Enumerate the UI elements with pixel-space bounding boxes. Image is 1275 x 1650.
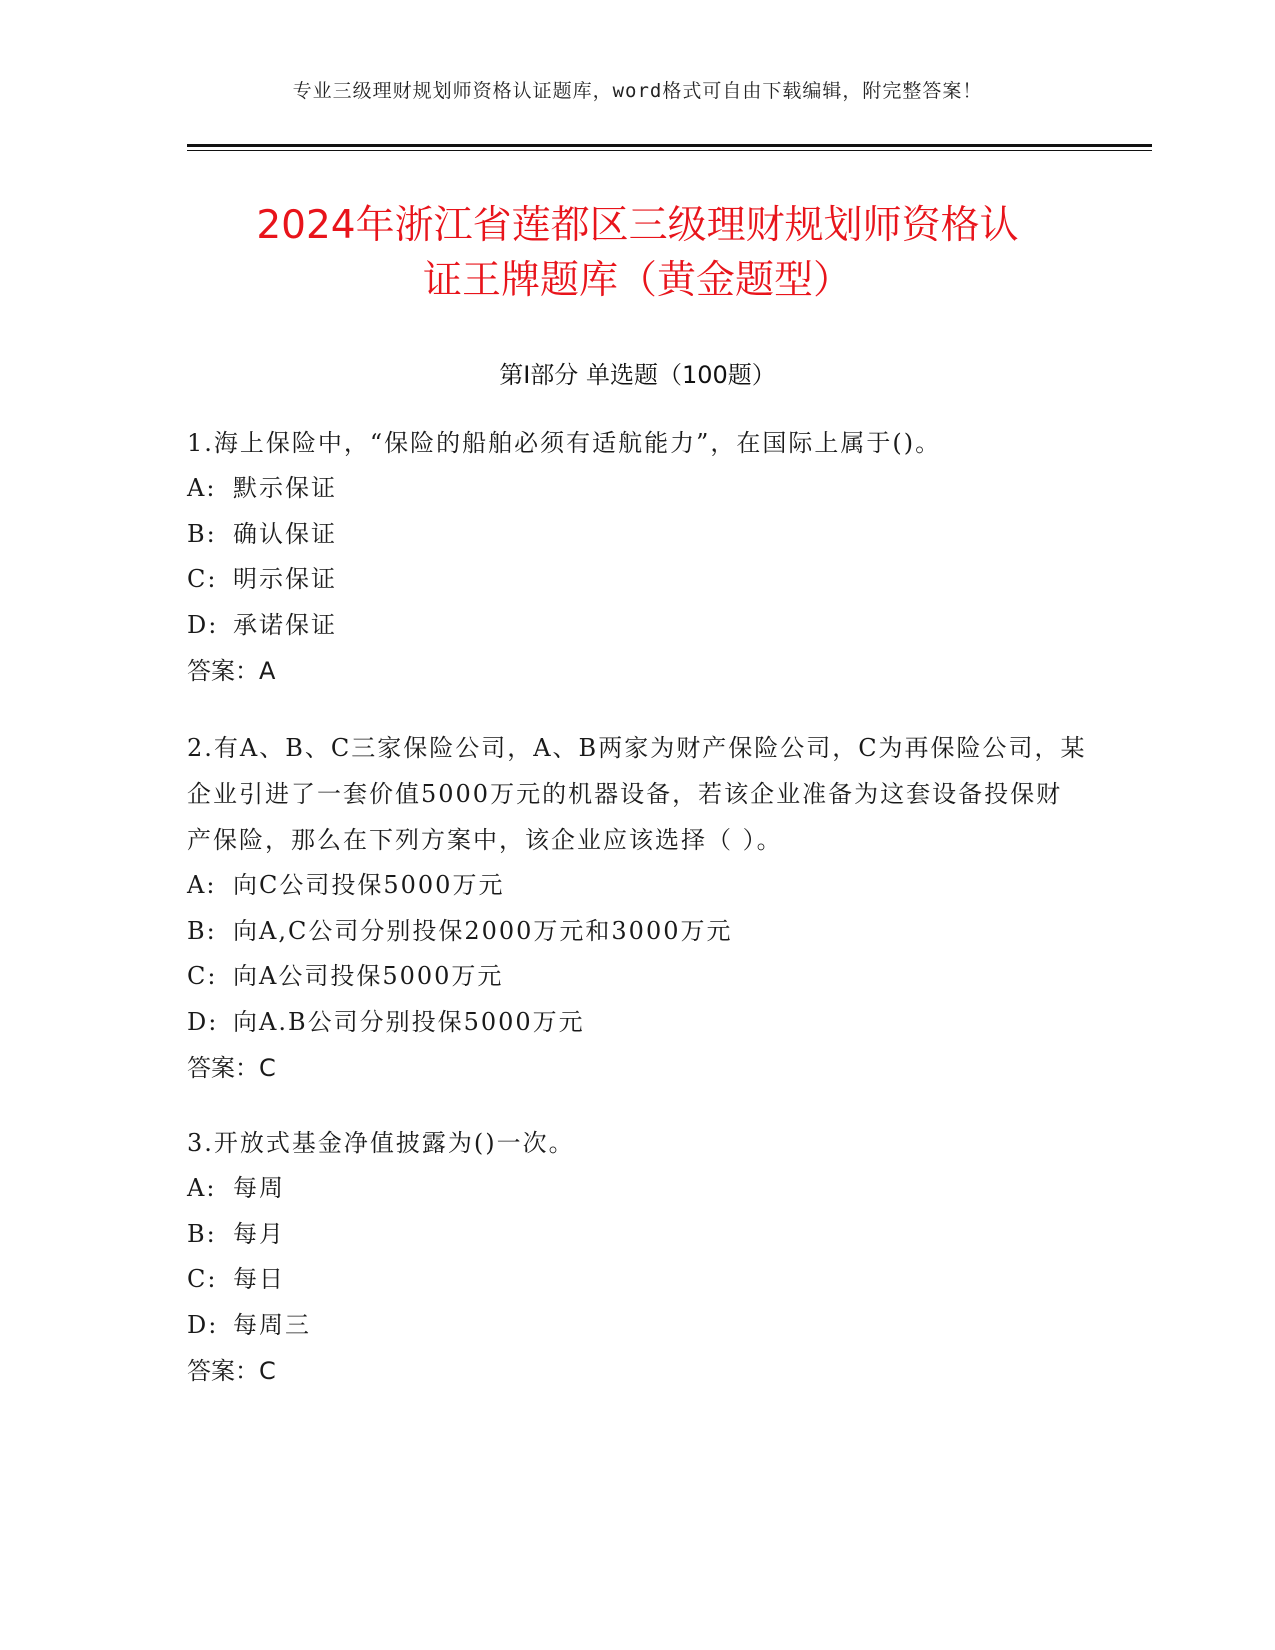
option-text: 向C公司投保5000万元 [233,871,505,899]
option-letter: B: [187,916,217,945]
option-letter: A: [187,871,217,899]
option-letter: D: [187,1310,219,1339]
option-letter: D: [187,610,219,639]
option-text: 承诺保证 [233,610,337,639]
option-c [187,1257,1087,1303]
option-c [187,557,1087,603]
option-letter: B: [187,1219,217,1248]
answer: 答案：C [187,1357,276,1385]
option-text: 明示保证 [233,565,337,593]
title-line-2: 证王牌题库（黄金题型） [422,258,852,303]
option-b [187,1212,1087,1258]
option-letter: A: [187,1174,217,1202]
option-text: 每周 [233,1174,285,1202]
option-text: 向A.B公司分别投保5000万元 [233,1007,585,1036]
option-a [187,466,1087,512]
header-rule-thick [187,144,1152,147]
option-b [187,512,1087,558]
option-a [187,1166,1087,1212]
option-letter: D: [187,1007,219,1036]
option-letter: B: [187,519,217,548]
answer: 答案：A [187,657,276,685]
question-3 [187,1120,1087,1394]
document-title [140,198,1135,308]
option-d [187,603,1087,649]
answer: 答案：C [187,1054,276,1082]
header-note: 专业三级理财规划师资格认证题库，word格式可自由下载编辑，附完整答案！ [292,80,983,102]
option-a [187,863,1087,909]
option-d [187,1303,1087,1349]
title-line-1: 2024年浙江省莲都区三级理财规划师资格认 [256,203,1019,248]
question-stem: 2.有A、B、C三家保险公司，A、B两家为财产保险公司，C为再保险公司，某企业引进了一套价值5000万元的机器设备，若该企业准备为这套设备投保财产保险，那么在下列方案中，该企业应该选择（ ）。 [187,734,1087,854]
option-text: 每月 [233,1219,285,1248]
option-letter: C: [187,1265,218,1293]
option-letter: C: [187,962,218,990]
question-2 [187,725,1087,1091]
header-rule-thin [187,150,1152,151]
question-stem: 1.海上保险中，“保险的船舶必须有适航能力”，在国际上属于()。 [187,429,942,457]
option-text: 每周三 [233,1310,311,1339]
option-c [187,954,1087,1000]
option-letter: C: [187,565,218,593]
option-d [187,1000,1087,1046]
question-1 [187,420,1087,694]
option-text: 默示保证 [233,474,337,502]
option-text: 确认保证 [233,519,337,548]
option-b [187,909,1087,955]
question-stem: 3.开放式基金净值披露为()一次。 [187,1129,575,1157]
section-title: 第Ⅰ部分 单选题（100题） [499,361,776,389]
option-letter: A: [187,474,217,502]
option-text: 向A,C公司分别投保2000万元和3000万元 [233,916,733,945]
option-text: 向A公司投保5000万元 [233,962,504,990]
option-text: 每日 [233,1265,285,1293]
